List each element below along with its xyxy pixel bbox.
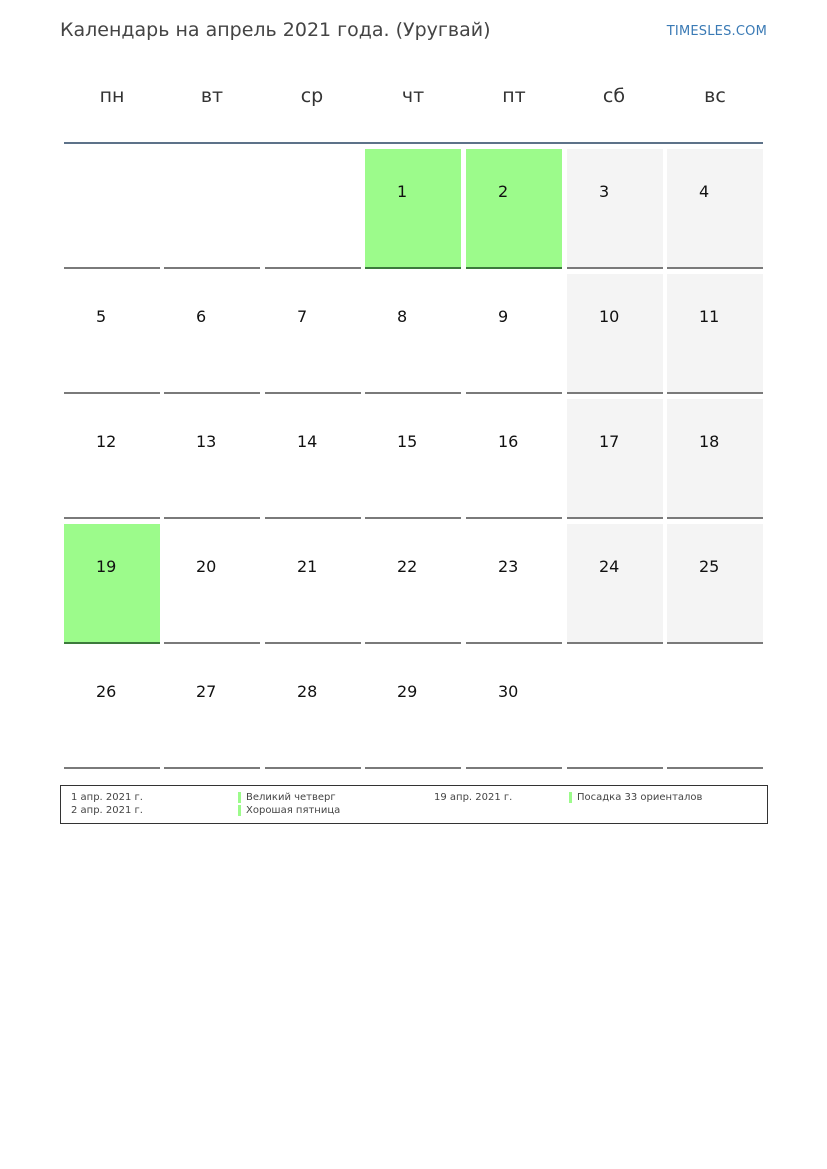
day-number: 8 <box>397 307 408 326</box>
day-number: 4 <box>699 182 710 201</box>
weekday-monday: пн <box>99 85 125 107</box>
day-cell-22[interactable] <box>365 524 461 644</box>
day-cell-29[interactable] <box>365 649 461 769</box>
weekday-friday: пт <box>502 85 526 107</box>
day-number: 30 <box>498 682 519 701</box>
day-cell-12[interactable] <box>64 399 160 519</box>
day-number: 5 <box>96 307 107 326</box>
day-number: 13 <box>196 432 217 451</box>
weekday-wednesday: ср <box>300 85 324 107</box>
day-cell-10[interactable] <box>567 274 663 394</box>
day-number: 29 <box>397 682 418 701</box>
day-number: 25 <box>699 557 720 576</box>
empty-cell-saturday <box>567 649 663 769</box>
day-cell-25[interactable] <box>667 524 763 644</box>
day-cell-18[interactable] <box>667 399 763 519</box>
legend-holiday-name: Хорошая пятница <box>246 805 341 816</box>
day-cell-9[interactable] <box>466 274 562 394</box>
day-number: 14 <box>297 432 318 451</box>
day-cell-14[interactable] <box>265 399 361 519</box>
day-cell-28[interactable] <box>265 649 361 769</box>
brand-link[interactable]: TIMESLES.COM <box>666 24 767 39</box>
holiday-color-marker <box>238 792 241 803</box>
day-number: 24 <box>599 557 620 576</box>
legend-holiday-name: Великий четверг <box>246 792 336 803</box>
weekday-tuesday: вт <box>200 85 224 107</box>
legend-holiday-name: Посадка 33 ориенталов <box>577 792 703 803</box>
day-cell-21[interactable] <box>265 524 361 644</box>
day-cell-23[interactable] <box>466 524 562 644</box>
day-cell-30[interactable] <box>466 649 562 769</box>
day-cell-20[interactable] <box>164 524 260 644</box>
day-cell-19[interactable] <box>64 524 160 644</box>
day-cell-24[interactable] <box>567 524 663 644</box>
legend-date: 2 апр. 2021 г. <box>71 805 143 816</box>
day-cell-8[interactable] <box>365 274 461 394</box>
day-number: 21 <box>297 557 318 576</box>
page-title: Календарь на апрель 2021 года. (Уругвай) <box>60 19 491 41</box>
day-number: 16 <box>498 432 519 451</box>
holiday-color-marker <box>569 792 572 803</box>
day-number: 2 <box>498 182 509 201</box>
weekday-thursday: чт <box>401 85 425 107</box>
day-cell-5[interactable] <box>64 274 160 394</box>
holiday-legend <box>60 785 768 824</box>
day-number: 1 <box>397 182 408 201</box>
empty-cell-tuesday <box>164 149 260 269</box>
empty-cell-monday <box>64 149 160 269</box>
day-number: 7 <box>297 307 308 326</box>
holiday-color-marker <box>238 805 241 816</box>
day-cell-27[interactable] <box>164 649 260 769</box>
day-number: 26 <box>96 682 117 701</box>
day-cell-26[interactable] <box>64 649 160 769</box>
day-cell-7[interactable] <box>265 274 361 394</box>
day-number: 19 <box>96 557 117 576</box>
day-number: 10 <box>599 307 620 326</box>
day-cell-6[interactable] <box>164 274 260 394</box>
day-number: 28 <box>297 682 318 701</box>
day-cell-16[interactable] <box>466 399 562 519</box>
day-number: 18 <box>699 432 720 451</box>
day-cell-4[interactable] <box>667 149 763 269</box>
empty-cell-sunday <box>667 649 763 769</box>
day-number: 6 <box>196 307 207 326</box>
day-number: 23 <box>498 557 519 576</box>
day-number: 3 <box>599 182 610 201</box>
day-cell-1[interactable] <box>365 149 461 269</box>
day-number: 27 <box>196 682 217 701</box>
day-cell-17[interactable] <box>567 399 663 519</box>
day-number: 20 <box>196 557 217 576</box>
legend-date: 1 апр. 2021 г. <box>71 792 143 803</box>
legend-date: 19 апр. 2021 г. <box>434 792 513 803</box>
day-number: 11 <box>699 307 720 326</box>
weekday-saturday: сб <box>602 85 626 107</box>
day-cell-15[interactable] <box>365 399 461 519</box>
day-number: 12 <box>96 432 117 451</box>
weekday-sunday: вс <box>704 85 726 107</box>
day-number: 9 <box>498 307 509 326</box>
empty-cell-wednesday <box>265 149 361 269</box>
day-cell-11[interactable] <box>667 274 763 394</box>
day-cell-2[interactable] <box>466 149 562 269</box>
day-number: 15 <box>397 432 418 451</box>
day-cell-3[interactable] <box>567 149 663 269</box>
day-cell-13[interactable] <box>164 399 260 519</box>
day-number: 17 <box>599 432 620 451</box>
day-number: 22 <box>397 557 418 576</box>
